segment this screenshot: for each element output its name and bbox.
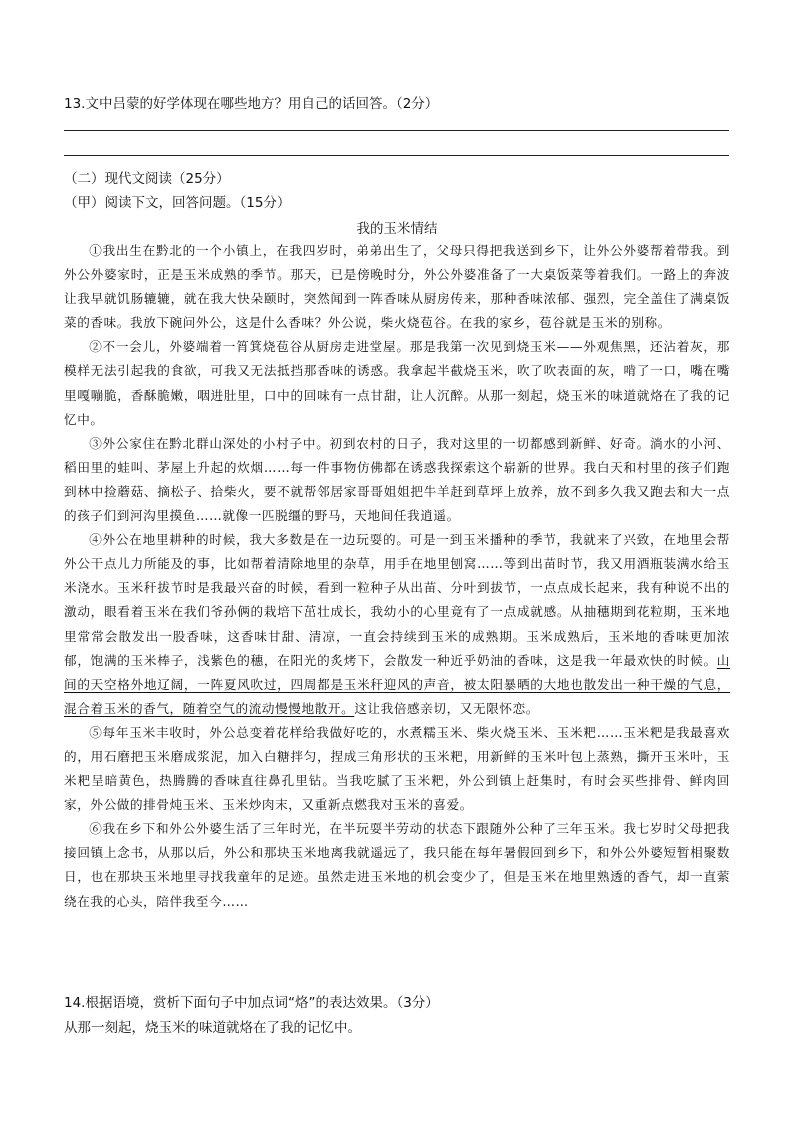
- answer-line-1: [64, 130, 729, 131]
- question-13: 13.文中吕蒙的好学体现在哪些地方？用自己的话回答。（2分）: [64, 96, 439, 112]
- essay-paragraph-2: ②不一会儿，外婆端着一筲箕烧苞谷从厨房走进堂屋。那是我第一次见到烧玉米——外观焦黑，还沾着灰，那模样无法引起我的食欲，可我又无法抵挡那香味的诱惑。我拿起半截烧玉米，吹了吹表面的灰，啃了一口，嘴在嘴里嘎嘣脆，香酥脆嫩，咽进肚里，口中的回味有一点甘甜，让人沉醉。从那一刻起，烧玉米的味道就烙在了我的记忆中。: [64, 339, 730, 427]
- paragraph-4-tail: 这让我倍感亲切，又无限怀恋。: [354, 700, 539, 716]
- essay-paragraph-6: ⑥我在乡下和外公外婆生活了三年时光，在半玩耍半劳动的状态下跟随外公种了三年玉米。我七岁时父母把我接回镇上念书，从那以后，外公和那块玉米地离我就遥远了，我只能在每年暑假回到乡下，和外公外婆短暂相聚数日，也在那块玉米地里寻找我童年的足迹。虽然走进玉米地的机会变少了，但是玉米在地里熟透的香气，却一直萦绕在我的心头，陪伴我至今……: [64, 821, 730, 909]
- essay-paragraph-5: ⑤每年玉米丰收时，外公总变着花样给我做好吃的，水煮糯玉米、柴火烧玉米、玉米粑……玉米粑是我最喜欢的，用石磨把玉米磨成浆泥，加入白糖拌匀，捏成三角形状的玉米粑，用新鲜的玉米叶包上蒸熟，撕开玉米叶，玉米粑呈暗黄色，热腾腾的香味直往鼻孔里钻。当我吃腻了玉米粑，外公到镇上赶集时，有时会买些排骨、鲜肉回家，外公做的排骨炖玉米、玉米炒肉末，又重新点燃我对玉米的喜爱。: [64, 724, 730, 813]
- answer-line-2: [64, 155, 729, 156]
- underlined-sentence: 山间的天空格外地辽阔，一阵夏风吹过，四周都是玉米秆迎风的声音，被太阳暴晒的大地也散发出一种干燥的气息，混合着玉米的香气，随着空气的流动慢慢地散开。: [64, 652, 730, 716]
- paragraph-4-text: ④外公在地里耕种的时候，我大多数是在一边玩耍的。可是一到玉米播种的季节，我就来了兴致，在地里会帮外公干点儿力所能及的事，比如帮着清除地里的杂草，用手在地里刨窝……等到出苗时节，我又用酒瓶装满水给玉米浇水。玉米秆拔节时是我最兴奋的时候，看到一粒种子从出苗、分叶到拔节，一点点成长起来，我有种说不出的激动，眼看着玉米在我们爷孙俩的栽培下茁壮成长，我幼小的心里竟有了一点成就感。从抽穗期到花粒期，玉米地里常常会散发出一股香味，这香味甘甜、清凉，一直会持续到玉米的成熟期。玉米成熟后，玉米地的香味更加浓郁，饱满的玉米棒子，浅紫色的穗，在阳光的炙烤下，会散发一种近乎奶油的香味，这是我一年最欢快的时候。: [64, 532, 730, 668]
- essay-title: 我的玉米情结: [356, 221, 438, 237]
- essay-body: [64, 239, 730, 914]
- question-14: 14.根据语境，赏析下面句子中加点词“烙”的表达效果。（3分）: [64, 995, 439, 1011]
- question-14-sentence: 从那一刻起，烧玉米的味道就烙在了我的记忆中。: [64, 1020, 361, 1036]
- essay-paragraph-4: [64, 528, 730, 721]
- section-instructions: （甲）阅读下文，回答问题。（15分）: [64, 195, 291, 211]
- essay-paragraph-3: ③外公家住在黔北群山深处的小村子中。初到农村的日子，我对这里的一切都感到新鲜、好奇。淌水的小河、稻田里的蛙叫、茅屋上升起的炊烟……每一件事物仿佛都在诱惑我探索这个崭新的世界。我白天和村里的孩子们跑到林中捡蘑菇、摘松子、拾柴火，要不就帮邻居家哥哥姐姐把牛羊赶到草坪上放养，放不到多久我又跑去和大一点的孩子们到河沟里摸鱼……就像一匹脱缰的野马，天地间任我逍遥。: [64, 435, 730, 524]
- essay-paragraph-1: ①我出生在黔北的一个小镇上，在我四岁时，弟弟出生了，父母只得把我送到乡下，让外公外婆帮着带我。到外公外婆家时，正是玉米成熟的季节。那天，已是傍晚时分，外公外婆准备了一大桌饭菜等着我们。一路上的奔波让我早就饥肠辘辘，就在我大快朵颐时，突然闻到一阵香味从厨房传来，那种香味浓郁、强烈，完全盖住了满桌饭菜的香味。我放下碗问外公，这是什么香味？外公说，柴火烧苞谷。在我的家乡，苞谷就是玉米的别称。: [64, 243, 730, 331]
- section-title: （二）现代文阅读（25分）: [64, 171, 230, 187]
